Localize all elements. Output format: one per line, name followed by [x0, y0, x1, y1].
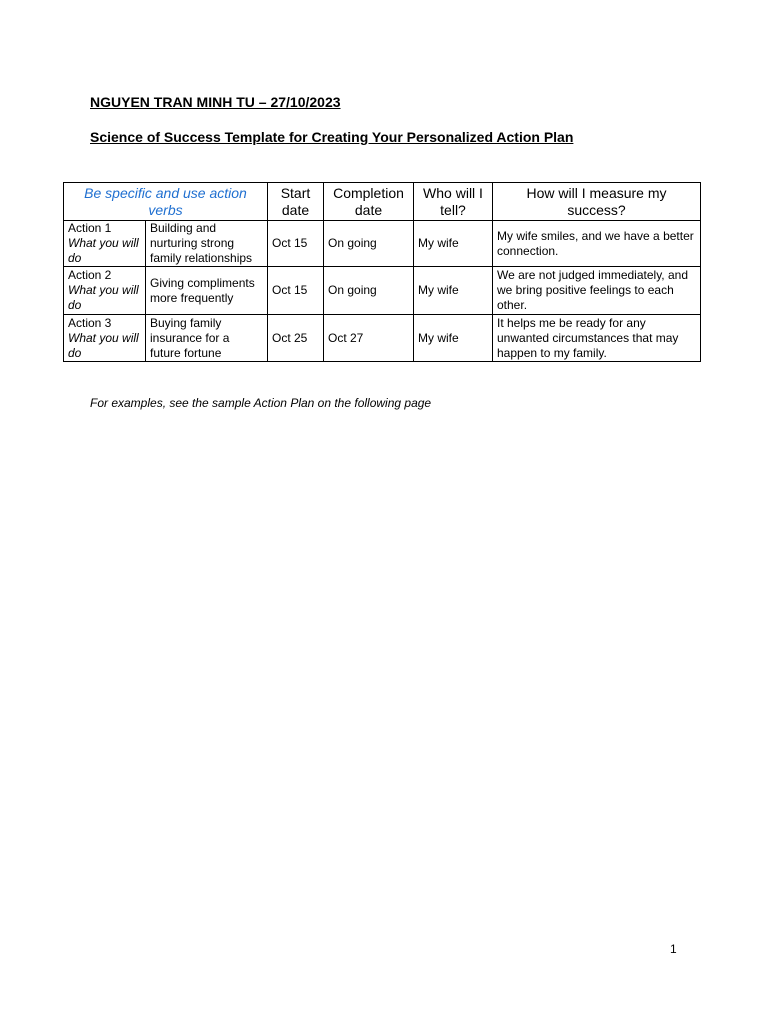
header-completion-date: Completion date	[324, 183, 414, 221]
action-label: Action 2	[68, 268, 112, 282]
completion-date-cell: On going	[324, 221, 414, 267]
completion-date-cell: On going	[324, 267, 414, 315]
action-description: Giving compliments more frequently	[146, 267, 268, 315]
header-action-verbs: Be specific and use action verbs	[64, 183, 268, 221]
measure-cell: It helps me be ready for any unwanted circumstances that may happen to my family.	[493, 315, 701, 362]
header-start-date: Start date	[268, 183, 324, 221]
header-who-tell: Who will I tell?	[414, 183, 493, 221]
action-plan-table	[63, 182, 701, 362]
action-label-cell	[64, 315, 146, 362]
footnote: For examples, see the sample Action Plan on the following page	[90, 396, 432, 410]
who-tell-cell: My wife	[414, 315, 493, 362]
action-sublabel: What you will do	[68, 330, 139, 360]
start-date-cell: Oct 15	[268, 267, 324, 315]
document-title: Science of Success Template for Creating Your Personalized Action Plan	[90, 129, 574, 145]
completion-date-cell: Oct 27	[324, 315, 414, 362]
page-number: 1	[670, 942, 677, 956]
action-label: Action 3	[68, 315, 112, 330]
action-label-cell	[64, 267, 146, 315]
header-measure: How will I measure my success?	[493, 183, 701, 221]
action-sublabel: What you will do	[68, 283, 139, 312]
action-sublabel: What you will do	[68, 236, 139, 265]
start-date-cell: Oct 15	[268, 221, 324, 267]
start-date-cell: Oct 25	[268, 315, 324, 362]
action-description: Building and nurturing strong family relationships	[146, 221, 268, 267]
table-row	[64, 221, 701, 267]
measure-cell: We are not judged immediately, and we bring positive feelings to each other.	[493, 267, 701, 315]
table-row	[64, 267, 701, 315]
table-header-row	[64, 183, 701, 221]
table-row	[64, 315, 701, 362]
action-label: Action 1	[68, 221, 112, 235]
who-tell-cell: My wife	[414, 221, 493, 267]
action-label-cell	[64, 221, 146, 267]
who-tell-cell: My wife	[414, 267, 493, 315]
author-date-line: NGUYEN TRAN MINH TU – 27/10/2023	[90, 94, 341, 110]
measure-cell: My wife smiles, and we have a better connection.	[493, 221, 701, 267]
action-description: Buying family insurance for a future fortune	[146, 315, 268, 362]
